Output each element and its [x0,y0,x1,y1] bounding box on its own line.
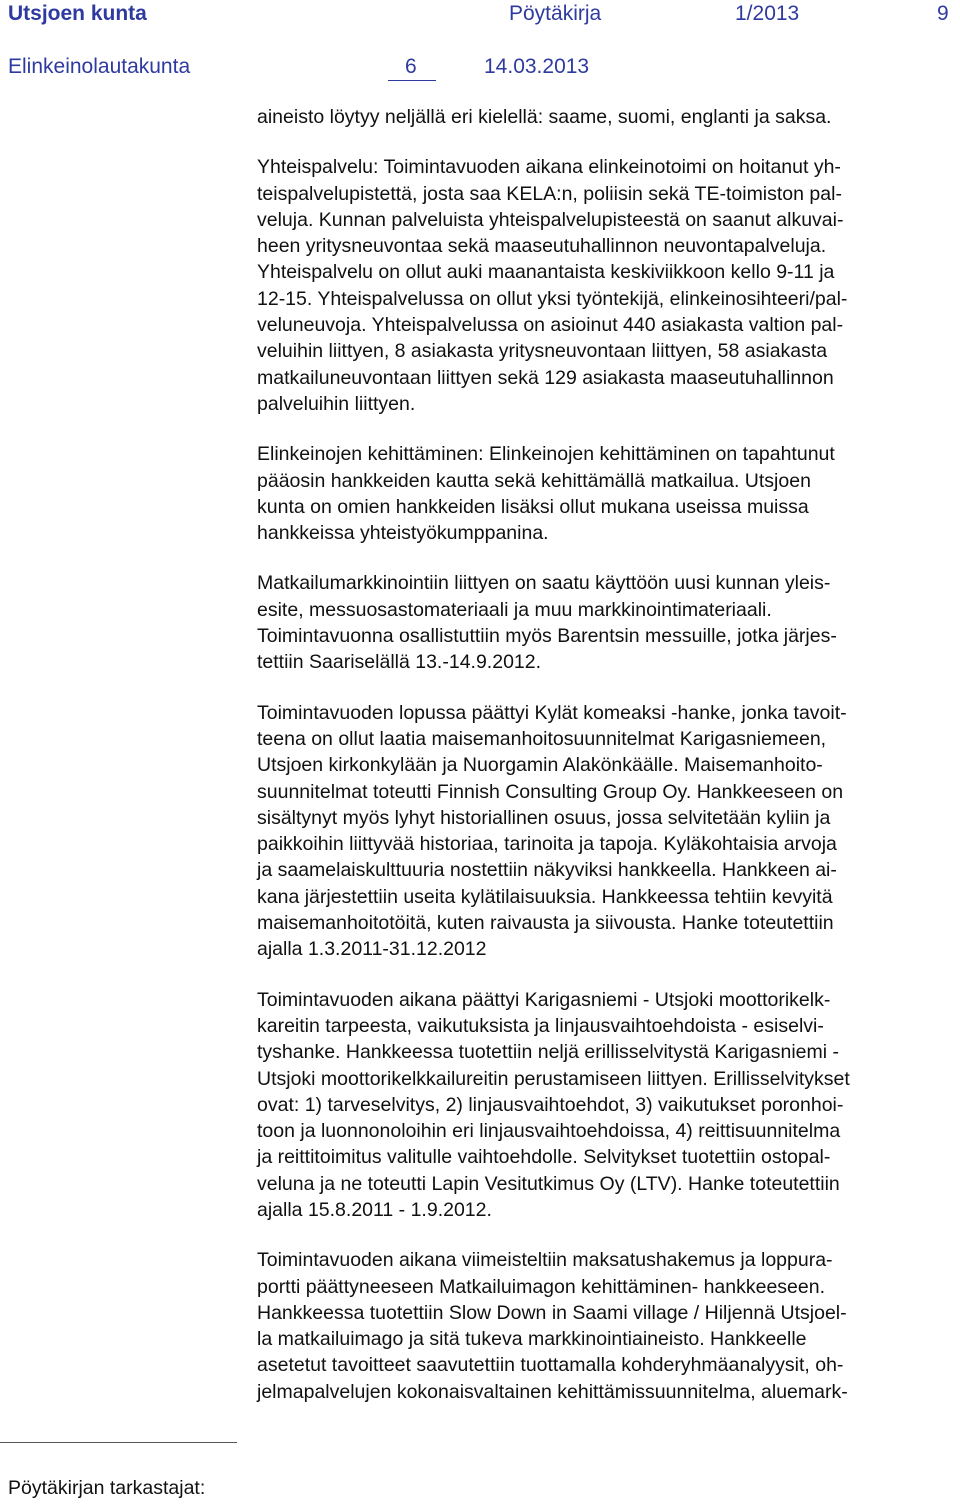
paragraph-villages-project: Toimintavuoden lopussa päättyi Kylät komeaksi -hanke, jonka tavoit- teena on ollut laatia maisemanhoitosuunnitelmat Karigasniemeen, Utsjoen kirkonkylään ja Nuorgamin Alakönkäälle. Maisemanhoito- suunnitelmat toteutti Finnish Consulting Group Oy. Hankkeeseen on sisältynyt myös lyhyt historiallinen osuus, jossa selvitetään kyliin ja paikkoihin liittyvää historiaa, tarinoita ja tapoja. Kyläkohtaisia arvoja ja saamelaiskulttuuria nostettiin näkyviksi hankkeella. Hankkeen ai- kana järjestettiin useita kylätilaisuuksia. Hankkeessa tehtiin kevyitä maisemanhoitotöitä, kuten raivausta ja siivousta. Hanke toteutettiin ajalla 1.3.2011-31.12.2012 [257,701,847,961]
committee-name: Elinkeinolautakunta [8,55,191,78]
meeting-date: 14.03.2013 [484,55,590,78]
paragraph-materials: aineisto löytyy neljällä eri kielellä: saame, suomi, englanti ja saksa. [257,106,832,128]
document-type: Pöytäkirja [509,2,602,25]
document-number: 1/2013 [735,2,800,25]
document-body [257,104,947,1429]
paragraph-business-development: Elinkeinojen kehittäminen: Elinkeinojen kehittäminen on tapahtunut pääosin hankkeiden kautta sekä kehittämällä matkailua. Utsjoen kunta on omien hankkeiden lisäksi ollut mukana useissa muissa hankkeissa yhteistyökumppanina. [257,443,835,545]
paragraph-snowmobile-project: Toimintavuoden aikana päättyi Karigasniemi - Utsjoki moottorikelk- kareitin tarpeesta, vaikutuksista ja linjausvaihtoehdoista - esiselvi- tyshanke. Hankkeessa tuotettiin neljä erillisselvitystä Karigasniemi - Utsjoki moottorikelkkailureitin perustamiseen liittyen. Erillisselvitykset ovat: 1) tarveselvitys, 2) linjausvaihtoehdot, 3) vaikutukset poronhoi- toon ja luonnonoloihin eri linjausvaihtoehdoissa, 4) reittisuunnitelma ja reittitoimitus valitulle vaihtoehdolle. Selvitykset tuotettiin ostopal- veluna ja ne toteutti Lapin Vesitutkimus Oy (LTV). Hanke toteutettiin ajalla 15.8.2011 - 1.9.2012. [257,988,850,1221]
paragraph-tourism-image-project: Toimintavuoden aikana viimeisteltiin maksatushakemus ja loppura- portti päättyneeseen Matkailuimagon kehittäminen- hankkeeseen. Hankkeessa tuotettiin Slow Down in Saami village / Hiljennä Utsjoel- la matkailuimago ja sitä tukeva markkinointiaineisto. Hankkeelle asetetut tavoitteet saavutettiin tuottamalla kohderyhmäanalyysit, oh- jelmapalvelujen kokonaisvaltainen kehittämissuunnitelma, aluemark- [257,1249,848,1403]
municipality-title: Utsjoen kunta [8,2,147,25]
paragraph-customer-service: Yhteispalvelu: Toimintavuoden aikana elinkeinotoimi on hoitanut yh- teispalvelupistettä, josta saa KELA:n, poliisin sekä TE-toimiston pal- veluja. Kunnan palveluista yhteispalvelupisteestä on saanut alkuvai- heen yritysneuvontaa sekä maaseutuhallinnon neuvontapalveluja. Yhteispalvelu on ollut auki maanantaista keskiviikkoon kello 9-11 ja 12-15. Yhteispalvelussa on ollut yksi työntekijä, elinkeinosihteeri/pal- veluneuvoja. Yhteispalvelussa on asioinut 440 asiakasta valtion pal- veluihin liittyen, 8 asiakasta yritysneuvontaan liittyen, 58 asiakasta matkailuneuvontaan liittyen sekä 129 asiakasta maaseutuhallinnon palveluihin liittyen. [257,156,848,415]
footer-reviewers-label: Pöytäkirjan tarkastajat: [8,1477,206,1499]
section-number: 6 [405,55,417,78]
paragraph-tourism-marketing: Matkailumarkkinointiin liittyen on saatu käyttöön uusi kunnan yleis- esite, messuosastomateriaali ja muu markkinointimateriaali. Toimintavuonna osallistuttiin myös Barentsin messuille, jotka järjes- tettiin Saariselällä 13.-14.9.2012. [257,572,837,674]
footer-divider [0,1442,237,1443]
section-underline [388,80,436,81]
page-number: 9 [937,2,949,25]
